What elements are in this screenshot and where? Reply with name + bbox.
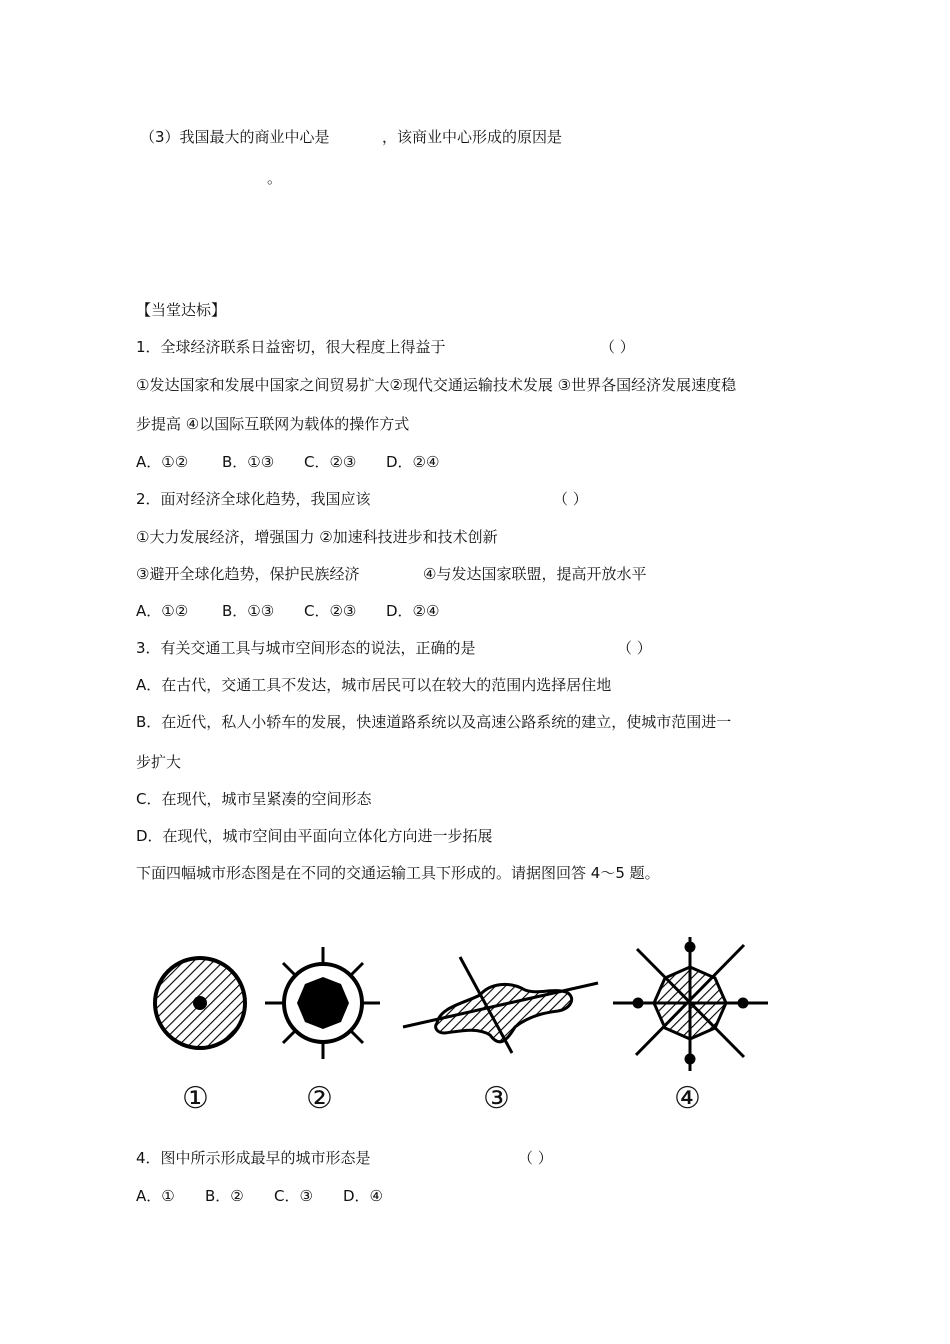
question-3-option-a: A．在古代，交通工具不发达，城市居民可以在较大的范围内选择居住地 [136, 676, 612, 694]
question-4-choice-b: B．② [205, 1187, 244, 1205]
question-2-choice-c: C．②③ [304, 602, 357, 620]
question-3-option-c: C．在现代，城市呈紧凑的空间形态 [136, 790, 372, 808]
caption-3: ③ [483, 1081, 510, 1116]
question-2-stem: 2．面对经济全球化趋势，我国应该 [136, 490, 371, 508]
question-2-choice-d: D．②④ [386, 602, 440, 620]
question-4-paren: （ ） [518, 1149, 553, 1167]
question-3-stem: 3．有关交通工具与城市空间形态的说法，正确的是 [136, 639, 476, 657]
question-1-stem: 1．全球经济联系日益密切，很大程度上得益于 [136, 338, 446, 356]
city-form-figure [140, 935, 790, 1125]
question-1-choice-c: C．②③ [304, 453, 357, 471]
question-1-body-line2: 步提高 ④以国际互联网为载体的操作方式 [136, 415, 410, 433]
diagram-4-grid-radial-city [613, 937, 768, 1071]
question-1-choice-a: A．①② [136, 453, 189, 471]
caption-1: ① [182, 1081, 209, 1116]
caption-2: ② [306, 1081, 333, 1116]
question-1-body-line1: ①发达国家和发展中国家之间贸易扩大②现代交通运输技术发展 ③世界各国经济发展速度稳 [136, 376, 737, 394]
diagram-3-corridor-city [403, 957, 598, 1053]
q3-part-end: 。 [267, 169, 283, 187]
question-3-option-b-line1: B．在近代，私人小轿车的发展，快速道路系统以及高速公路系统的建立，使城市范围进一 [136, 713, 732, 731]
diagram-1-compact-city [155, 958, 245, 1048]
q3-part-prefix: （3）我国最大的商业中心是 [140, 128, 330, 146]
question-3-option-b-line2: 步扩大 [136, 753, 182, 771]
question-2-choice-b: B．①③ [222, 602, 275, 620]
question-2-body-line2: ③避开全球化趋势，保护民族经济 [136, 565, 360, 583]
question-2-choice-a: A．①② [136, 602, 189, 620]
question-1-choice-b: B．①③ [222, 453, 275, 471]
question-2-body-line1: ①大力发展经济，增强国力 ②加速科技进步和技术创新 [136, 528, 498, 546]
question-4-stem: 4．图中所示形成最早的城市形态是 [136, 1149, 371, 1167]
section-title: 【当堂达标】 [136, 301, 227, 319]
question-2-body-line2b: ④与发达国家联盟，提高开放水平 [423, 565, 647, 583]
question-1-choice-d: D．②④ [386, 453, 440, 471]
q3-part-middle: ，该商业中心形成的原因是 [382, 128, 563, 146]
figure-intro: 下面四幅城市形态图是在不同的交通运输工具下形成的。请据图回答 4～5 题。 [136, 864, 660, 882]
question-3-paren: （ ） [617, 639, 652, 657]
question-4-choice-c: C．③ [274, 1187, 313, 1205]
question-4-choice-d: D．④ [343, 1187, 383, 1205]
question-4-choice-a: A．① [136, 1187, 175, 1205]
caption-4: ④ [674, 1081, 701, 1116]
question-3-option-d: D．在现代，城市空间由平面向立体化方向进一步拓展 [136, 827, 493, 845]
question-1-paren: （ ） [600, 338, 635, 356]
diagram-2-radial-city [265, 947, 380, 1059]
question-2-paren: （ ） [553, 490, 588, 508]
